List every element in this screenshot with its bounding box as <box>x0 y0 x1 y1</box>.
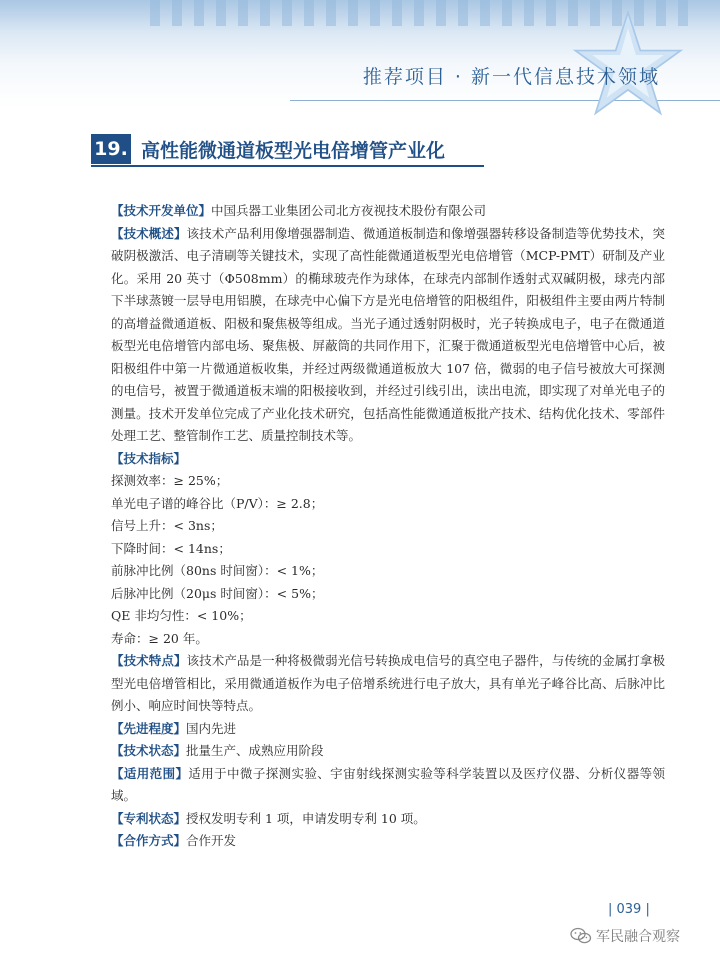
developer-text: 中国兵器工业集团公司北方夜视技术股份有限公司 <box>211 203 487 218</box>
indicators-heading <box>91 448 665 471</box>
developer-label: 【技术开发单位】 <box>111 203 212 218</box>
status-text: 批量生产、成熟应用阶段 <box>186 743 324 758</box>
indicator-item: 信号上升：< 3ns； <box>111 518 223 533</box>
indicator-item: 探测效率：≥ 25%； <box>111 473 229 488</box>
patent-paragraph <box>91 808 665 831</box>
header-title: 推荐项目 · 新一代信息技术领域 <box>362 66 660 88</box>
indicator-item: 寿命：≥ 20 年。 <box>111 630 208 646</box>
status-label: 【技术状态】 <box>111 743 187 758</box>
overview-text: 该技术产品利用像增强器制造、微通道板制造和像增强器转移设备制造等优势技术，突破阴极激活、电子清刷等关键技术，实现了高性能微通道板型光电倍增管（MCP-PMT）研制及产业化。采用 20 英寸（Φ508mm）的椭球玻壳作为球体，在球壳内部制作透射式双碱阴极，球壳内部下半球蒸镀一层导电用铝膜，在球壳中心偏下方是光电倍增管的阳极组件，阳极组件主要由两片特制的高增益微通道板、阳极和聚焦极等组成。当光子通过透射阴极时，光子转换成电子，电子在微通道板型光电倍增管内部电场、聚焦极、屏蔽筒的共同作用下，汇聚于微通道板型光电倍增管中心后，被阳极组件中第一片微通道板收集，并经过两级微通道板放大 107 倍，微弱的电子信号被放大可探测的电信号，被置于微通道板末端的阳极接收到，并经过引线引出，读出电流，即实现了对单光电子的测量。技术开发单位完成了产业化技术研究，包括高性能微通道板批产技术、结构优化技术、零部件处理工艺、整管制作工艺、质量控制技术等。 <box>111 225 665 443</box>
cooperation-text: 合作开发 <box>186 833 237 848</box>
watermark <box>570 926 680 946</box>
wechat-icon <box>570 927 592 945</box>
article-body <box>91 200 665 853</box>
cooperation-label: 【合作方式】 <box>111 833 187 848</box>
section-heading <box>91 134 484 166</box>
indicator-item: 单光电子谱的峰谷比（P/V）：≥ 2.8； <box>111 495 324 511</box>
status-paragraph <box>91 740 665 763</box>
scope-text: 适用于中微子探测实验、宇宙射线探测实验等科学装置以及医疗仪器、分析仪器等领域。 <box>111 765 665 803</box>
patent-text: 授权发明专利 1 项，申请发明专利 10 项。 <box>186 810 426 826</box>
section-number: 19. <box>91 134 131 164</box>
section-underline <box>91 165 484 167</box>
advancement-text: 国内先进 <box>186 720 237 736</box>
indicator-item: QE 非均匀性：< 10%； <box>111 608 252 623</box>
overview-label: 【技术概述】 <box>111 225 187 241</box>
indicator-item: 前脉冲比例（80ns 时间窗）：< 1%； <box>111 563 324 578</box>
indicators-label: 【技术指标】 <box>111 450 187 466</box>
scope-label: 【适用范围】 <box>111 765 189 781</box>
features-text: 该技术产品是一种将极微弱光信号转换成电信号的真空电子器件，与传统的金属打拿极型光电倍增管相比，采用微通道板作为电子倍增系统进行电子放大，具有单光子峰谷比高、后脉冲比例小、响应时间快等特点。 <box>111 653 665 713</box>
cooperation-paragraph <box>91 830 665 853</box>
overview-paragraph <box>91 223 665 448</box>
advancement-label: 【先进程度】 <box>111 720 187 736</box>
patent-label: 【专利状态】 <box>111 810 187 826</box>
features-label: 【技术特点】 <box>111 653 187 668</box>
watermark-text: 军民融合观察 <box>596 929 680 945</box>
page-number: | 039 | <box>608 902 650 917</box>
indicator-item: 下降时间：< 14ns； <box>111 540 231 556</box>
scope-paragraph <box>91 763 665 808</box>
section-title: 高性能微通道板型光电倍增管产业化 <box>141 140 446 162</box>
advancement-paragraph <box>91 718 665 741</box>
developer-paragraph <box>91 200 665 223</box>
features-paragraph <box>91 650 665 718</box>
indicator-item: 后脉冲比例（20μs 时间窗）：< 5%； <box>111 585 324 601</box>
